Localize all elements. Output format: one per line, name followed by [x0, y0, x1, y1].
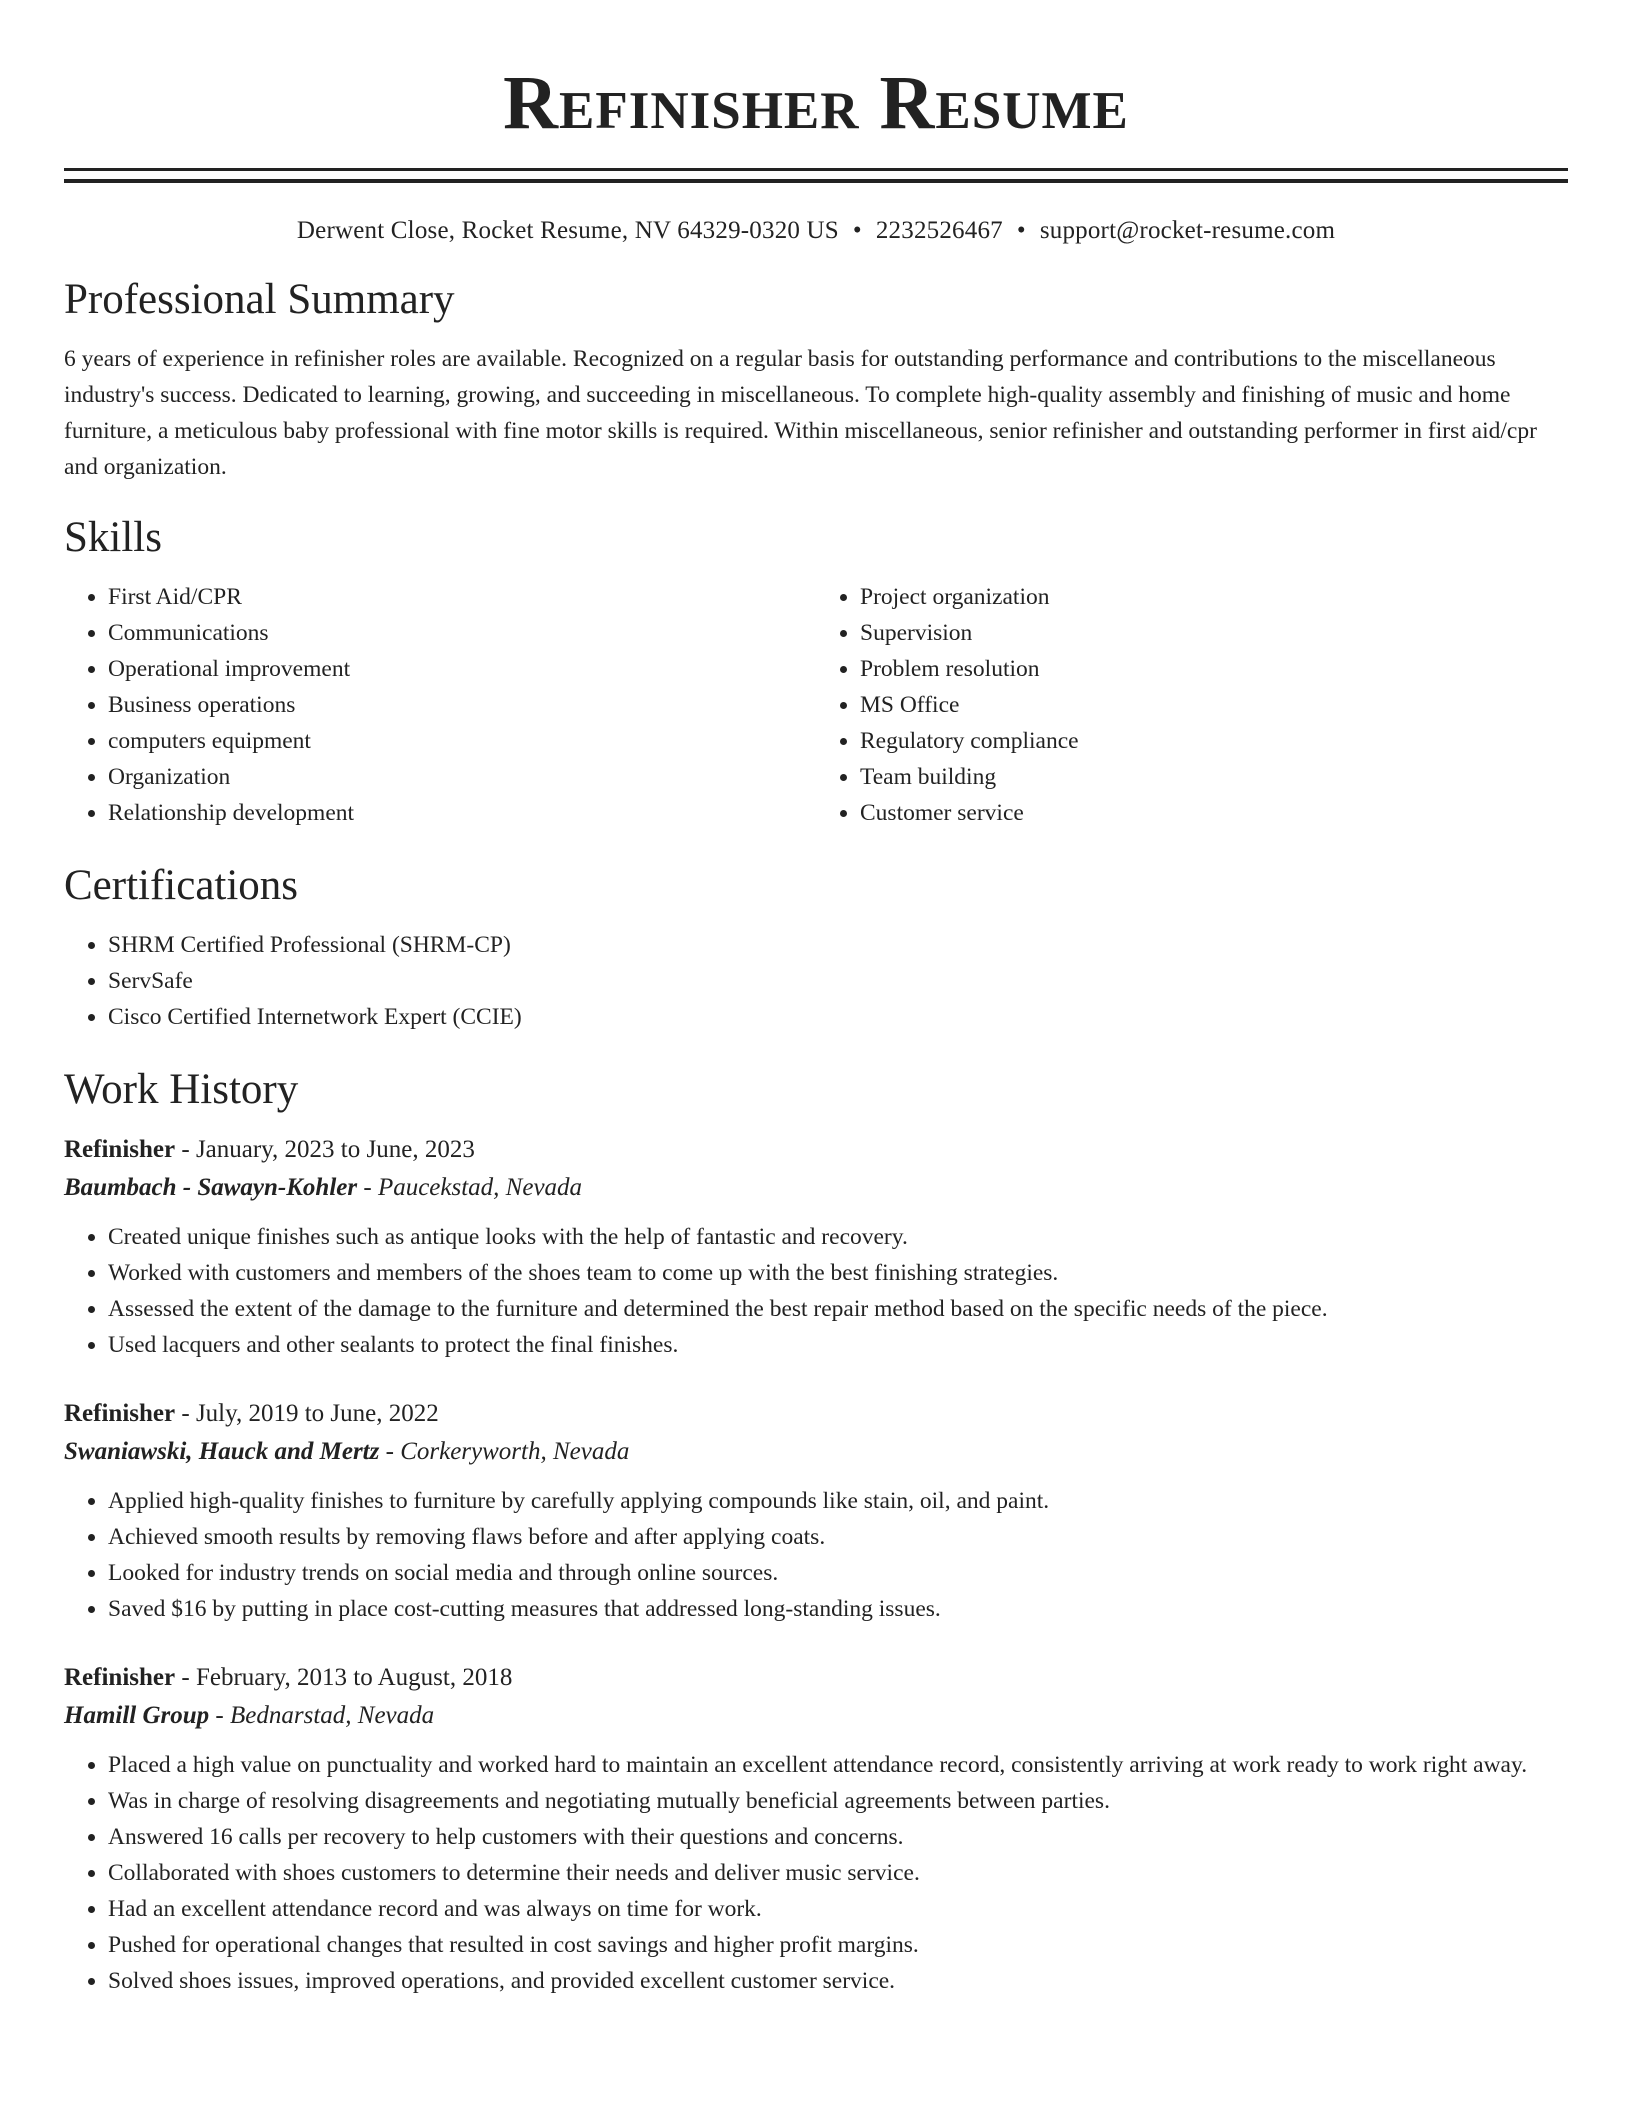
skills-section [64, 511, 1568, 831]
skill-item: • First Aid/CPR [108, 579, 816, 615]
contact-separator: • [852, 217, 862, 244]
skill-item: • Organization [108, 759, 816, 795]
skill-item: • Business operations [108, 687, 816, 723]
job-dates: July, 2019 to June, 2022 [195, 1400, 439, 1427]
certification-item: • SHRM Certified Professional (SHRM-CP) [108, 927, 1568, 963]
job-bullets [64, 1483, 1568, 1627]
contact-line [64, 215, 1568, 247]
summary-text: 6 years of experience in refinisher roles are available. Recognized on a regular basis for outstanding performance and contributions to the miscellaneous industry's success. Dedicated to learning, growing, and succeeding in miscellaneous. To complete high-quality assembly and finishing of music and home furniture, a meticulous baby professional with fine motor skills is required. Within miscellaneous, senior refinisher and outstanding performer in first aid/cpr and organization. [64, 346, 1537, 480]
job-company-line: Hamill Group - Bednarstad, Nevada [64, 1702, 435, 1729]
skill-item: • Operational improvement [108, 651, 816, 687]
job-dates: February, 2013 to August, 2018 [195, 1664, 513, 1691]
job-bullet: • Used lacquers and other sealants to protect the final finishes. [108, 1327, 1568, 1363]
job-title-line: Refinisher - February, 2013 to August, 2018 [64, 1664, 513, 1691]
job-bullet: • Looked for industry trends on social media and through online sources. [108, 1555, 1568, 1591]
job-bullet: • Answered 16 calls per recovery to help customers with their questions and concerns. [108, 1819, 1568, 1855]
job-bullet: • Was in charge of resolving disagreements and negotiating mutually beneficial agreements between parties. [108, 1783, 1568, 1819]
certification-item: • Cisco Certified Internetwork Expert (CCIE) [108, 999, 1568, 1035]
job-bullet: • Applied high-quality finishes to furniture by carefully applying compounds like stain, oil, and paint. [108, 1483, 1568, 1519]
job-title: Refinisher [64, 1400, 176, 1427]
skill-item: • Customer service [860, 795, 1568, 831]
skills-heading: Skills [64, 514, 162, 561]
job-entry [64, 1659, 1568, 1999]
job-title: Refinisher [64, 1664, 176, 1691]
job-bullet: • Collaborated with shoes customers to determine their needs and deliver music service. [108, 1855, 1568, 1891]
job-company: Swaniawski, Hauck and Mertz [64, 1438, 380, 1465]
contact-email[interactable]: support@rocket-resume.com [1039, 217, 1336, 244]
job-company: Baumbach - Sawayn-Kohler [64, 1174, 358, 1201]
certifications-heading: Certifications [64, 862, 299, 909]
skills-columns [64, 579, 1568, 831]
contact-address: Derwent Close, Rocket Resume, NV 64329-0320 US [296, 217, 839, 244]
job-entry [64, 1131, 1568, 1363]
contact-separator: • [1016, 217, 1026, 244]
job-company-line: Baumbach - Sawayn-Kohler - Paucekstad, Nevada [64, 1174, 583, 1201]
job-bullet: • Assessed the extent of the damage to the furniture and determined the best repair method based on the specific needs of the piece. [108, 1291, 1568, 1327]
skill-item: • Project organization [860, 579, 1568, 615]
certifications-list [64, 927, 1568, 1035]
job-bullets [64, 1219, 1568, 1363]
skill-item: • Supervision [860, 615, 1568, 651]
job-bullet: • Created unique finishes such as antique looks with the help of fantastic and recovery. [108, 1219, 1568, 1255]
skill-item: • MS Office [860, 687, 1568, 723]
job-bullet: • Had an excellent attendance record and was always on time for work. [108, 1891, 1568, 1927]
job-company-line: Swaniawski, Hauck and Mertz - Corkeryworth, Nevada [64, 1438, 630, 1465]
work-history-heading: Work History [64, 1066, 299, 1113]
work-history-section [64, 1063, 1568, 1999]
job-company: Hamill Group [64, 1702, 210, 1729]
skills-list-right [816, 579, 1568, 831]
job-bullet: • Solved shoes issues, improved operations, and provided excellent customer service. [108, 1963, 1568, 1999]
job-location: Paucekstad, Nevada [377, 1174, 583, 1201]
skill-item: • computers equipment [108, 723, 816, 759]
skill-item: • Communications [108, 615, 816, 651]
skill-item: • Problem resolution [860, 651, 1568, 687]
job-location: Bednarstad, Nevada [230, 1702, 435, 1729]
job-bullet: • Pushed for operational changes that resulted in cost savings and higher profit margins. [108, 1927, 1568, 1963]
job-bullet: • Worked with customers and members of the shoes team to come up with the best finishing strategies. [108, 1255, 1568, 1291]
job-bullet: • Achieved smooth results by removing flaws before and after applying coats. [108, 1519, 1568, 1555]
resume-title: Refinisher Resume [503, 61, 1129, 145]
skill-item: • Regulatory compliance [860, 723, 1568, 759]
skill-item: • Relationship development [108, 795, 816, 831]
job-location: Corkeryworth, Nevada [400, 1438, 630, 1465]
job-entry [64, 1395, 1568, 1627]
job-dates: January, 2023 to June, 2023 [195, 1136, 475, 1163]
contact-phone: 2232526467 [875, 217, 1003, 244]
job-title: Refinisher [64, 1136, 176, 1163]
skill-item: • Team building [860, 759, 1568, 795]
job-bullets [64, 1747, 1568, 1999]
certification-item: • ServSafe [108, 963, 1568, 999]
certifications-section [64, 859, 1568, 1035]
job-title-line: Refinisher - January, 2023 to June, 2023 [64, 1136, 475, 1163]
job-bullet: • Saved $16 by putting in place cost-cutting measures that addressed long-standing issues. [108, 1591, 1568, 1627]
summary-section [64, 273, 1568, 485]
summary-heading: Professional Summary [64, 276, 455, 323]
title-double-rule [64, 168, 1568, 183]
skills-list-left [64, 579, 816, 831]
job-bullet: • Placed a high value on punctuality and worked hard to maintain an excellent attendance record, consistently arriving at work ready to work right away. [108, 1747, 1568, 1783]
job-title-line: Refinisher - July, 2019 to June, 2022 [64, 1400, 439, 1427]
